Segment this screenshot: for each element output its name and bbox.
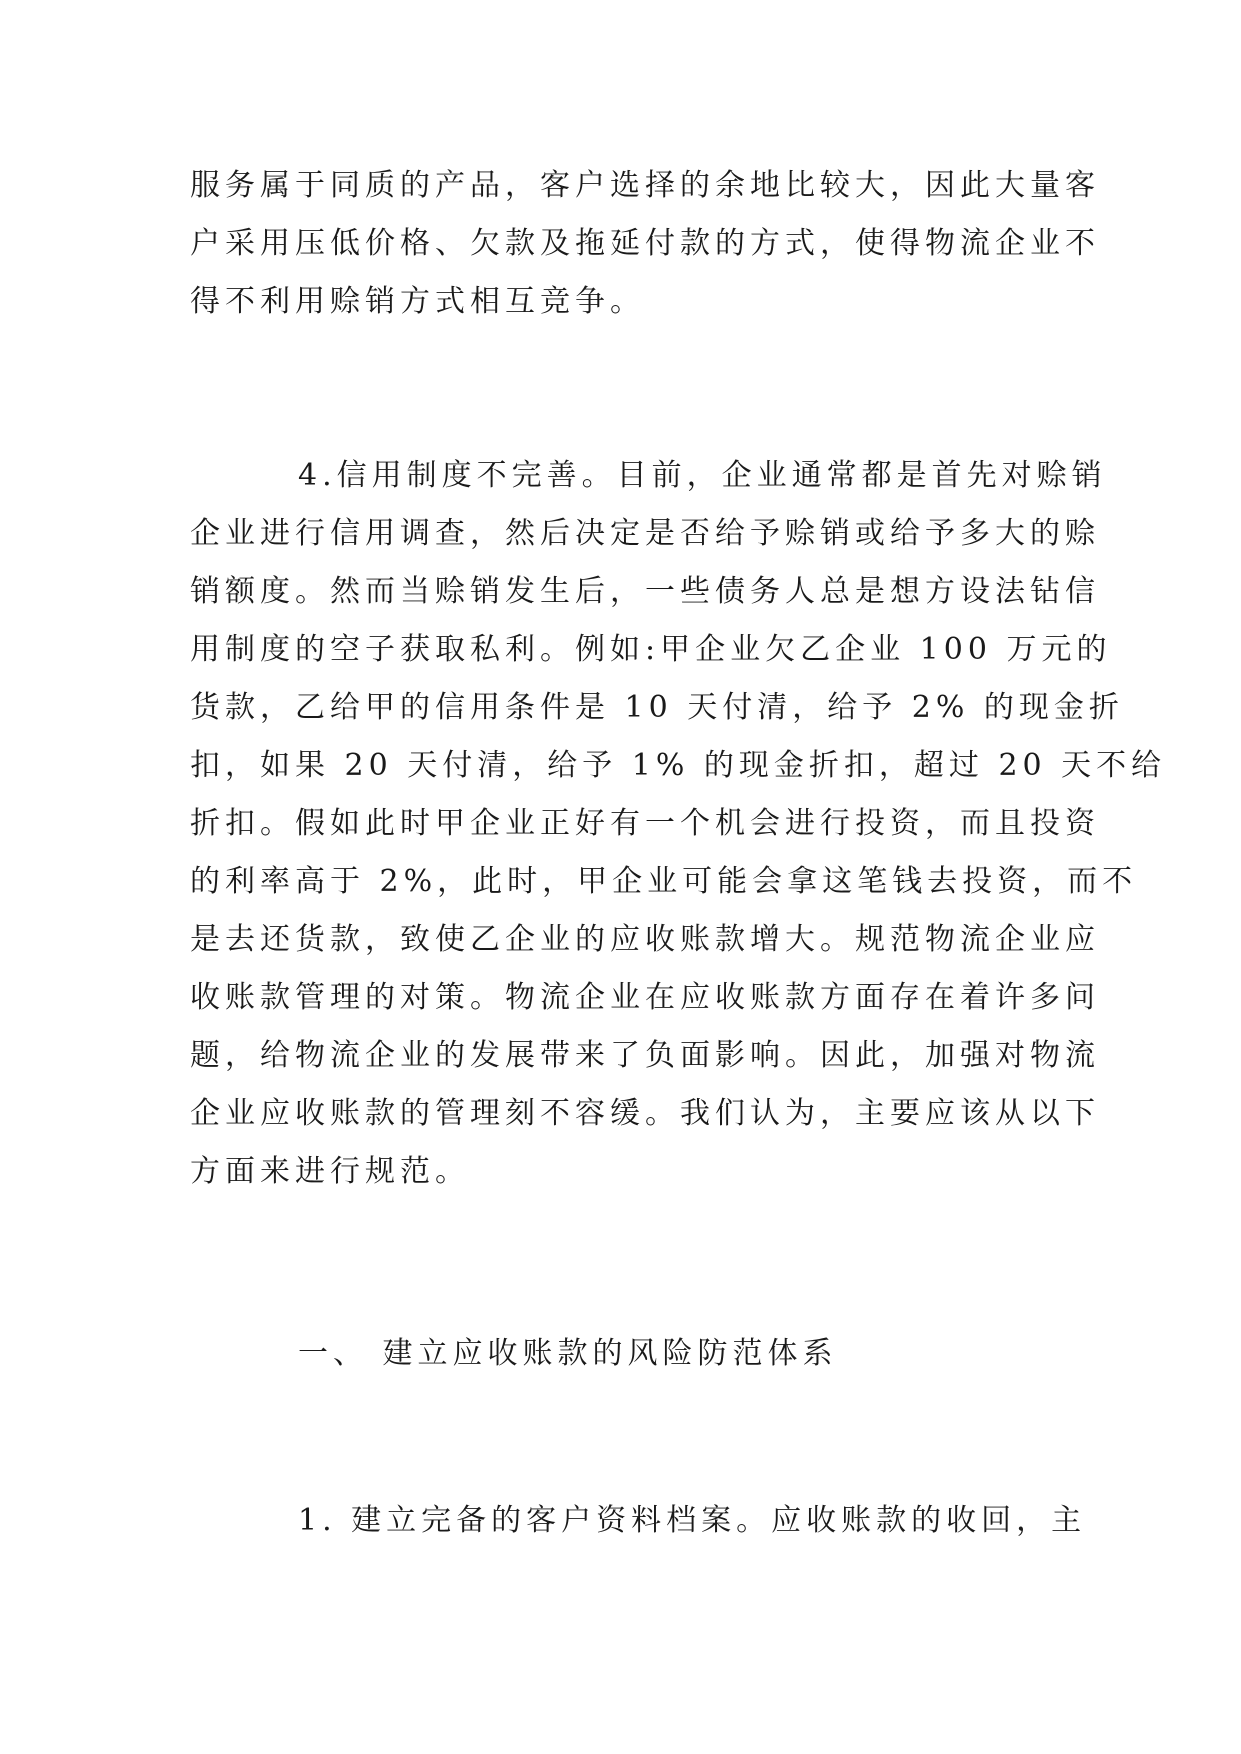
text-line: 得不利用赊销方式相互竞争。 [190, 284, 645, 319]
text-line: 方面来进行规范。 [190, 1154, 470, 1189]
section-heading [190, 1325, 1060, 1383]
text-line: 企业应收账款的管理刻不容缓。我们认为，主要应该从以下 [190, 1096, 1100, 1131]
text-line: 题，给物流企业的发展带来了负面影响。因此，加强对物流 [190, 1038, 1100, 1073]
text-line: 4.信用制度不完善。目前，企业通常都是首先对赊销 [298, 458, 1107, 493]
text-line: 服务属于同质的产品，客户选择的余地比较大，因此大量客 [190, 168, 1100, 203]
text-line: 1. 建立完备的客户资料档案。应收账款的收回，主 [298, 1503, 1087, 1538]
paragraph-customer-files [190, 1492, 1087, 1550]
text-line: 货款，乙给甲的信用条件是 10 天付清，给予 2% 的现金折 [190, 690, 1124, 725]
text-line: 企业进行信用调查，然后决定是否给予赊销或给予多大的赊 [190, 516, 1100, 551]
text-line: 是去还货款，致使乙企业的应收账款增大。规范物流企业应 [190, 922, 1100, 957]
text-line: 收账款管理的对策。物流企业在应收账款方面存在着许多问 [190, 980, 1100, 1015]
heading-text: 一、 建立应收账款的风险防范体系 [298, 1336, 838, 1371]
paragraph-credit-system [190, 447, 1167, 1201]
paragraph-continuation [190, 157, 1100, 331]
text-line: 户采用压低价格、欠款及拖延付款的方式，使得物流企业不 [190, 226, 1100, 261]
text-line: 销额度。然而当赊销发生后，一些债务人总是想方设法钻信 [190, 574, 1100, 609]
text-line: 折扣。假如此时甲企业正好有一个机会进行投资，而且投资 [190, 806, 1100, 841]
text-line: 扣，如果 20 天付清，给予 1% 的现金折扣，超过 20 天不给 [190, 748, 1167, 783]
text-line: 用制度的空子获取私利。例如:甲企业欠乙企业 100 万元的 [190, 632, 1112, 667]
text-line: 的利率高于 2%，此时，甲企业可能会拿这笔钱去投资，而不 [190, 864, 1138, 899]
